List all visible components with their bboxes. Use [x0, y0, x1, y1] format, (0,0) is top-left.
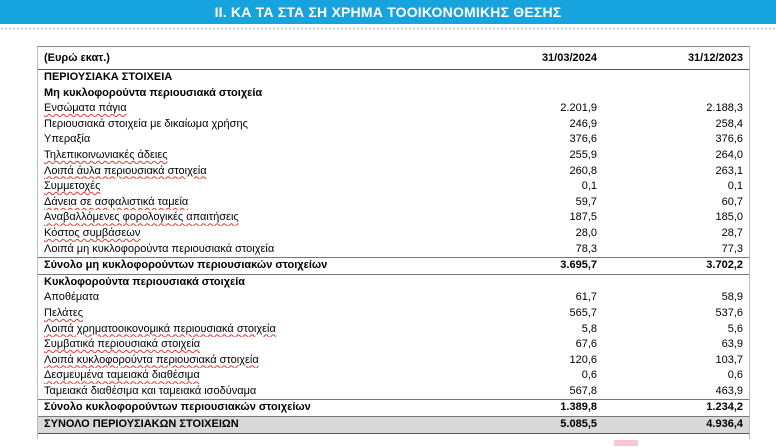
row-label: Περιουσιακά στοιχεία με δικαίωμα χρήσης: [44, 117, 248, 130]
value-2024: 376,6: [569, 133, 597, 146]
table-row: [38, 306, 749, 322]
value-2024: 0,1: [581, 180, 597, 193]
value-2024: 187,5: [569, 211, 597, 224]
subtotal-row: [38, 258, 749, 275]
value-2024: 565,7: [569, 306, 597, 319]
value-2023: 60,7: [721, 195, 743, 208]
grand-total-row: [38, 417, 749, 434]
value-2023: 28,7: [721, 226, 743, 239]
value-2023: 376,6: [715, 133, 743, 146]
value-2024: 67,6: [575, 338, 597, 351]
grand-total-2023: 4.936,4: [603, 417, 749, 434]
table-row: [38, 164, 749, 180]
grand-total-label: ΣΥΝΟΛΟ ΠΕΡΙΟΥΣΙΑΚΩΝ ΣΤΟΙΧΕΙΩΝ: [38, 417, 458, 434]
noncurrent-total-label: Σύνολο μη κυκλοφορούντων περιουσιακών στοιχείων: [38, 258, 458, 275]
row-label: Τηλεπικοινωνιακές άδειες: [44, 148, 168, 161]
row-label: Ταμειακά διαθέσιμα και ταμειακά ισοδύναμα: [44, 384, 257, 397]
value-2024: 260,8: [569, 164, 597, 177]
row-label: Λοιπά μη κυκλοφορούντα περιουσιακά στοιχεία: [44, 242, 275, 255]
table-row: [38, 117, 749, 133]
table-row: [38, 242, 749, 258]
row-label: Συμβατικά περιουσιακά στοιχεία: [44, 338, 201, 351]
row-label: Δάνεια σε ασφαλιστικά ταμεία: [44, 195, 189, 208]
table-row: [38, 148, 749, 164]
value-2024: 0,6: [581, 369, 597, 382]
value-2023: 0,1: [727, 180, 743, 193]
noncurrent-total-2023: 3.702,2: [603, 258, 749, 275]
value-2024: 28,0: [575, 226, 597, 239]
value-2023: 63,9: [721, 338, 743, 351]
grand-total-2024: 5.085,5: [458, 417, 603, 434]
row-label: Λοιπά άυλα περιουσιακά στοιχεία: [44, 164, 207, 177]
column-header-2023: 31/12/2023: [603, 47, 749, 70]
value-2023: 58,9: [721, 291, 743, 304]
value-2024: 2.201,9: [560, 102, 597, 115]
current-total-2024: 1.389,8: [458, 400, 603, 417]
table-row: [38, 210, 749, 226]
value-2023: 463,9: [715, 384, 743, 397]
column-header-2024: 31/03/2024: [458, 47, 603, 70]
value-2023: 77,3: [721, 242, 743, 255]
table-row: [38, 101, 749, 117]
current-total-label: Σύνολο κυκλοφορούντων περιουσιακών στοιχείων: [38, 400, 458, 417]
value-2023: 5,6: [727, 322, 743, 335]
subsection-row: [38, 274, 749, 290]
value-2023: 258,4: [715, 117, 743, 130]
highlight-mark: [614, 440, 638, 446]
row-label: Λοιπά χρηματοοικονομικά περιουσιακά στοιχεία: [44, 322, 276, 335]
dotted-divider: [0, 27, 776, 30]
value-2024: 78,3: [575, 242, 597, 255]
value-2023: 185,0: [715, 211, 743, 224]
value-2024: 246,9: [569, 117, 597, 130]
current-heading: Κυκλοφορούντα περιουσιακά στοιχεία: [44, 275, 246, 288]
table-row: [38, 195, 749, 211]
table-row: [38, 179, 749, 195]
table-row: [38, 226, 749, 242]
value-2023: 0,6: [727, 369, 743, 382]
row-label: Λοιπά κυκλοφορούντα περιουσιακά στοιχεία: [44, 353, 259, 366]
value-2023: 263,1: [715, 164, 743, 177]
noncurrent-total-2024: 3.695,7: [458, 258, 603, 275]
table-row: [38, 322, 749, 338]
row-label: Αναβαλλόμενες φορολογικές απαιτήσεις: [44, 211, 239, 224]
table-row: [38, 384, 749, 400]
value-2023: 537,6: [715, 306, 743, 319]
value-2024: 59,7: [575, 195, 597, 208]
row-label: Υπεραξία: [44, 133, 91, 146]
value-2024: 255,9: [569, 148, 597, 161]
table-row: [38, 337, 749, 353]
unit-label: (Ευρώ εκατ.): [38, 47, 458, 70]
table-header-row: [38, 47, 749, 70]
subsection-row: [38, 86, 749, 102]
value-2023: 264,0: [715, 148, 743, 161]
table-row: [38, 132, 749, 148]
table-row: [38, 290, 749, 306]
value-2024: 567,8: [569, 384, 597, 397]
page-title: II. ΚΑ ΤΑ ΣΤΑ ΣΗ ΧΡΗΜΑ ΤΟΟΙΚΟΝΟΜΙΚΗΣ ΘΕΣΗΣ: [0, 0, 776, 24]
row-label: Συμμετοχές: [44, 180, 101, 193]
value-2023: 2.188,3: [706, 102, 743, 115]
value-2024: 120,6: [569, 353, 597, 366]
table-row: [38, 353, 749, 369]
current-total-2023: 1.234,2: [603, 400, 749, 417]
noncurrent-heading: Μη κυκλοφορούντα περιουσιακά στοιχεία: [44, 86, 263, 99]
row-label: Δεσμευμένα ταμειακά διαθέσιμα: [44, 369, 200, 382]
row-label: Ενσώματα πάγια: [44, 102, 127, 115]
value-2024: 61,7: [575, 291, 597, 304]
financial-position-table: [37, 46, 750, 439]
row-label: Αποθέματα: [44, 291, 100, 304]
table-row: [38, 368, 749, 384]
row-label: Πελάτες: [44, 306, 84, 319]
section-row: [38, 70, 749, 86]
section-label: ΠΕΡΙΟΥΣΙΑΚΑ ΣΤΟΙΧΕΙΑ: [44, 71, 173, 83]
value-2023: 103,7: [715, 353, 743, 366]
subtotal-row: [38, 400, 749, 417]
row-label: Κόστος συμβάσεων: [44, 226, 141, 239]
value-2024: 5,8: [581, 322, 597, 335]
